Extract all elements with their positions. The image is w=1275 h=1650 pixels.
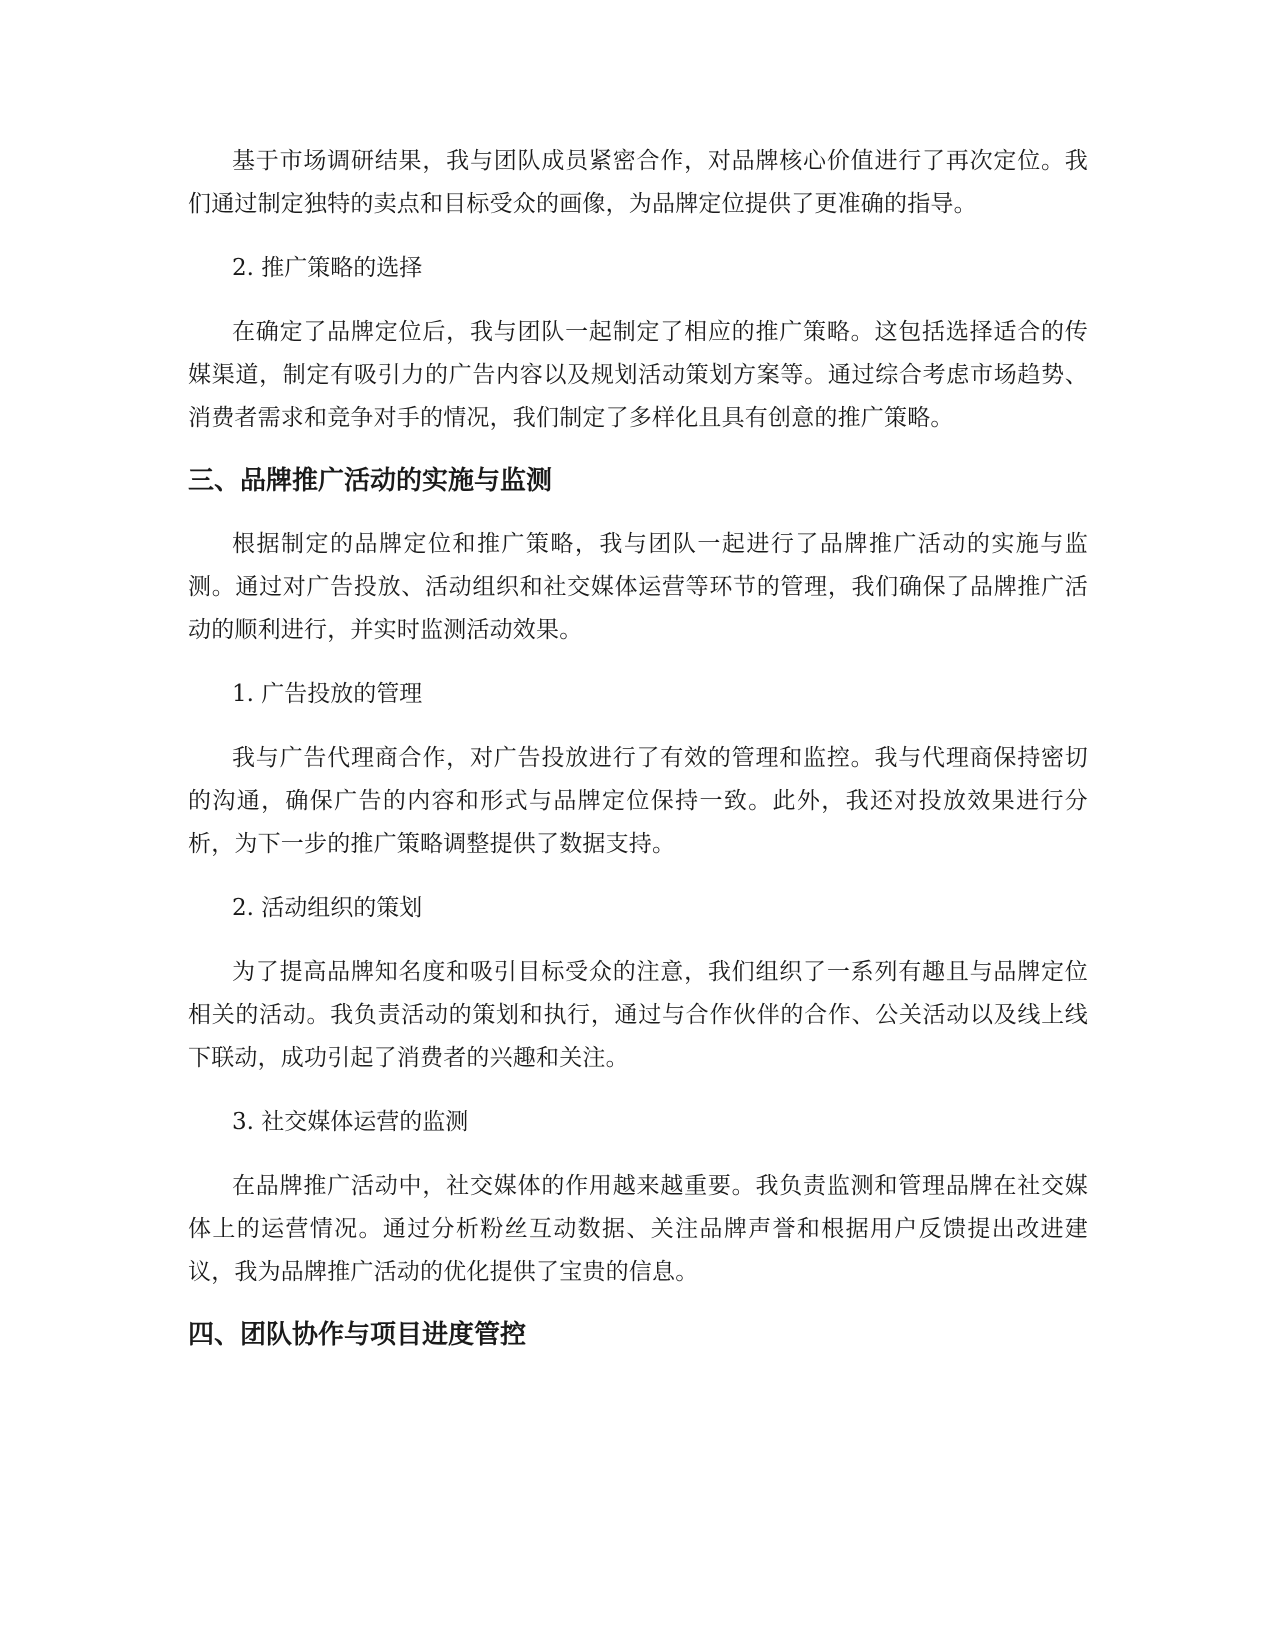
document-page: [188, 140, 1088, 1377]
subheading-event-planning: 2. 活动组织的策划: [232, 895, 423, 921]
subheading-ad-management: 1. 广告投放的管理: [232, 681, 423, 707]
paragraph-implementation: 根据制定的品牌定位和推广策略，我与团队一起进行了品牌推广活动的实施与监测。通过对广告投放、活动组织和社交媒体运营等环节的管理，我们确保了品牌推广活动的顺利进行，并实时监测活动效果。: [188, 531, 1088, 643]
section-title-3: 三、品牌推广活动的实施与监测: [188, 466, 553, 496]
paragraph-social-media: 在品牌推广活动中，社交媒体的作用越来越重要。我负责监测和管理品牌在社交媒体上的运营情况。通过分析粉丝互动数据、关注品牌声誉和根据用户反馈提出改进建议，我为品牌推广活动的优化提供了宝贵的信息。: [188, 1173, 1088, 1285]
paragraph-event-planning: 为了提高品牌知名度和吸引目标受众的注意，我们组织了一系列有趣且与品牌定位相关的活动。我负责活动的策划和执行，通过与合作伙伴的合作、公关活动以及线上线下联动，成功引起了消费者的兴趣和关注。: [188, 959, 1088, 1071]
paragraph-ad-management: 我与广告代理商合作，对广告投放进行了有效的管理和监控。我与代理商保持密切的沟通，确保广告的内容和形式与品牌定位保持一致。此外，我还对投放效果进行分析，为下一步的推广策略调整提供了数据支持。: [188, 745, 1088, 857]
paragraph-promotion-strategy: 在确定了品牌定位后，我与团队一起制定了相应的推广策略。这包括选择适合的传媒渠道，制定有吸引力的广告内容以及规划活动策划方案等。通过综合考虑市场趋势、消费者需求和竞争对手的情况，我们制定了多样化且具有创意的推广策略。: [188, 319, 1088, 431]
subheading-promotion-strategy: 2. 推广策略的选择: [232, 255, 423, 281]
paragraph-brand-positioning: 基于市场调研结果，我与团队成员紧密合作，对品牌核心价值进行了再次定位。我们通过制定独特的卖点和目标受众的画像，为品牌定位提供了更准确的指导。: [188, 148, 1088, 217]
section-title-4: 四、团队协作与项目进度管控: [188, 1320, 527, 1350]
subheading-social-media: 3. 社交媒体运营的监测: [232, 1109, 469, 1135]
